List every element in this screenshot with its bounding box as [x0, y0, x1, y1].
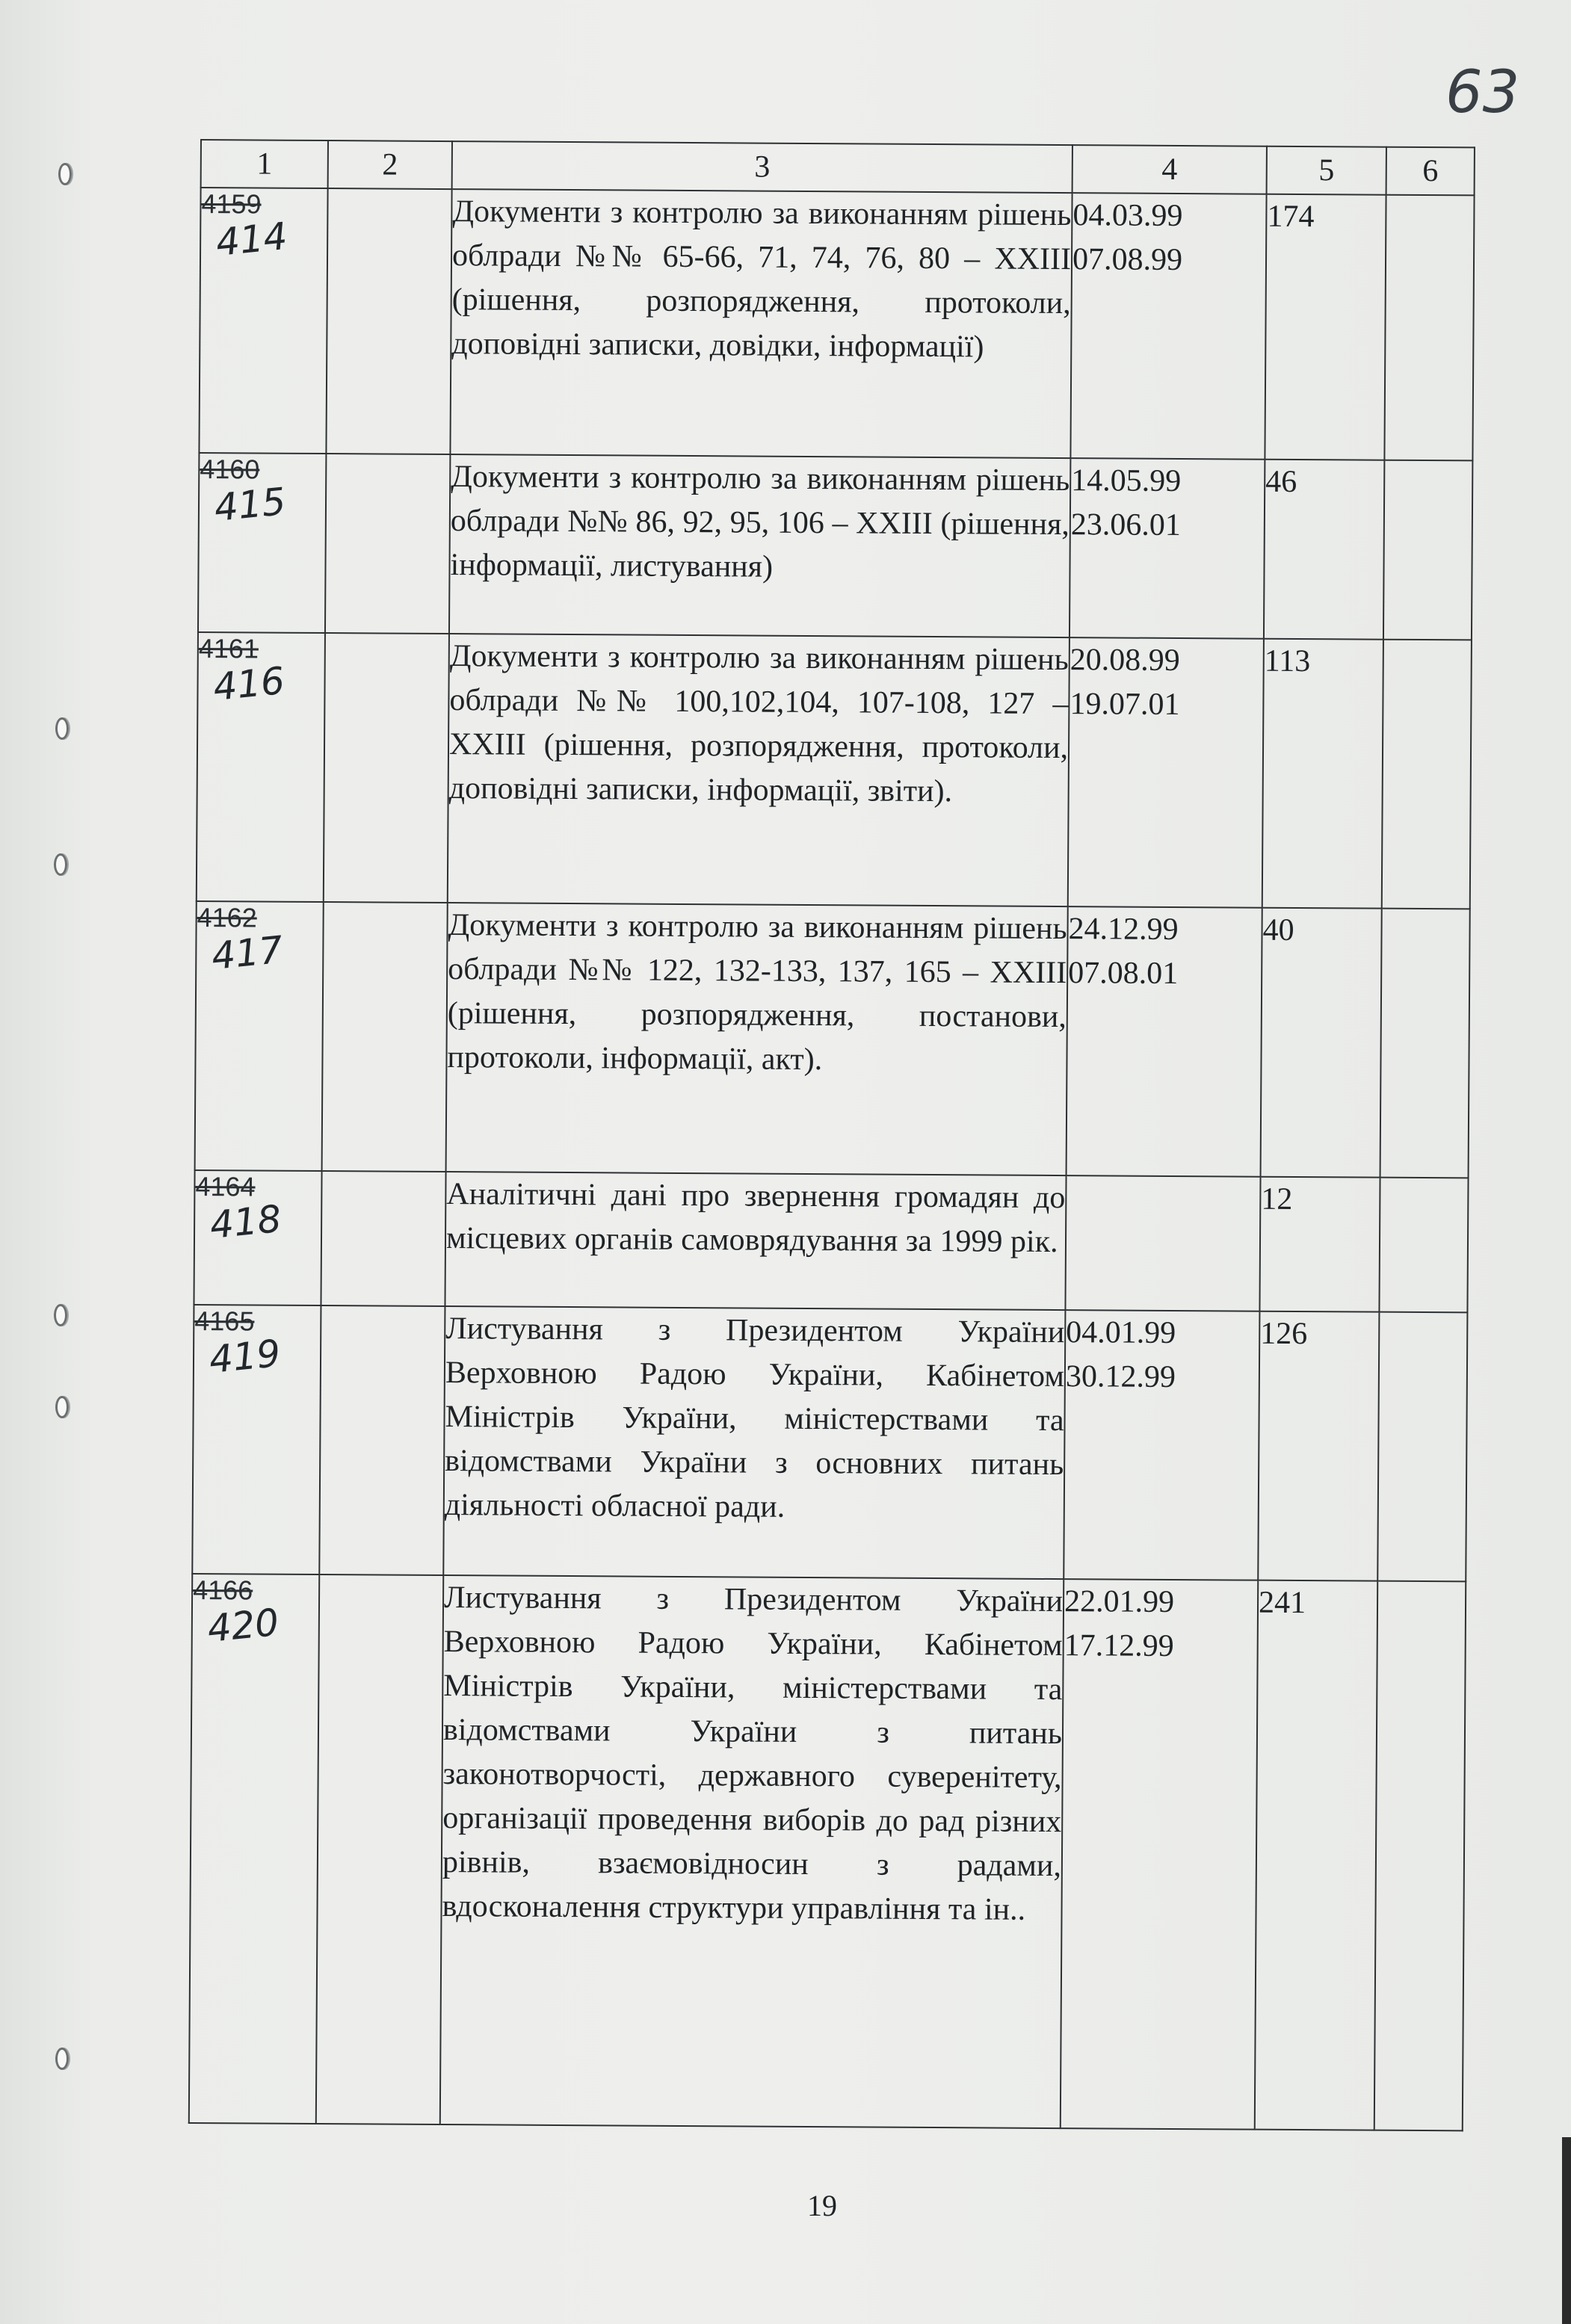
scanner-edge-strip	[1562, 2137, 1571, 2324]
binding-hole	[58, 163, 72, 185]
dates-cell	[1065, 1175, 1260, 1311]
column-6-cell	[1383, 460, 1472, 640]
column-2-cell	[325, 454, 450, 634]
new-case-number: 414	[214, 214, 289, 265]
column-6-cell	[1374, 1581, 1466, 2131]
new-case-number: 416	[211, 658, 287, 709]
dates-cell	[1064, 1310, 1259, 1580]
column-header-2: 2	[328, 140, 452, 189]
date-end: 23.06.01	[1070, 507, 1182, 543]
column-2-cell	[316, 1574, 443, 2124]
binding-hole	[55, 1396, 69, 1418]
binding-hole	[54, 853, 67, 876]
new-case-number: 415	[212, 479, 288, 530]
sheets-count-cell: 46	[1264, 460, 1384, 640]
table-row	[194, 1170, 1468, 1312]
case-number-cell	[189, 1574, 319, 2124]
old-case-number: 4160	[200, 454, 260, 485]
case-number-cell	[198, 453, 326, 633]
date-start: 04.03.99	[1072, 198, 1183, 234]
archive-register-table	[188, 139, 1475, 2131]
column-header-3: 3	[452, 141, 1072, 193]
description-cell: Документи з контролю за виконанням рішень облради №№ 122, 132-133, 137, 165 – XXIII (рішення, розпорядження, постанови, протоколи, інформації, акт).	[446, 903, 1068, 1175]
column-6-cell	[1384, 195, 1474, 461]
column-header-5: 5	[1267, 146, 1386, 195]
binding-hole	[55, 717, 69, 740]
dates-cell	[1070, 458, 1265, 639]
date-start: 14.05.99	[1071, 463, 1182, 499]
date-end: 30.12.99	[1065, 1359, 1176, 1395]
column-2-cell	[324, 633, 449, 903]
handwritten-sheet-number	[1442, 52, 1525, 135]
binding-hole	[54, 1304, 67, 1326]
old-case-number: 4162	[197, 901, 257, 933]
old-case-number: 4161	[198, 632, 259, 664]
sheets-count-cell: 113	[1262, 639, 1383, 909]
date-start: 04.01.99	[1066, 1315, 1176, 1351]
sheet-number-text: 63	[1445, 59, 1520, 126]
new-case-number: 419	[207, 1331, 283, 1382]
description-cell: Документи з контролю за виконанням рішень облради №№ 100,102,104, 107-108, 127 – XXIII (рішення, розпорядження, протоколи, доповідні записки, інформації, звіти).	[448, 634, 1070, 906]
column-header-4: 4	[1072, 145, 1267, 194]
dates-cell	[1067, 906, 1262, 1177]
case-number-cell	[197, 632, 325, 902]
date-start	[1067, 1176, 1260, 1178]
column-6-cell	[1380, 909, 1470, 1178]
date-end: 07.08.99	[1072, 242, 1183, 278]
case-number-cell	[192, 1305, 321, 1574]
new-case-number: 417	[209, 927, 286, 978]
date-end: 07.08.01	[1068, 956, 1179, 992]
column-2-cell	[326, 188, 451, 454]
date-end: 19.07.01	[1070, 687, 1180, 723]
old-case-number: 4164	[195, 1170, 256, 1202]
column-6-cell	[1382, 640, 1472, 909]
description-cell: Документи з контролю за виконанням рішень облради №№ 65-66, 71, 74, 76, 80 – XXIII (рішення, розпорядження, протоколи, доповідні записки, довідки, інформації)	[450, 189, 1072, 458]
sheets-count-cell: 174	[1265, 194, 1386, 460]
column-6-cell	[1377, 1312, 1467, 1582]
date-start: 20.08.99	[1070, 643, 1180, 679]
date-end	[1067, 1176, 1260, 1178]
sheets-count-cell: 12	[1259, 1177, 1380, 1312]
description-cell: Аналітичні дані про звернення громадян до місцевих органів самоврядування за 1999 рік.	[445, 1172, 1066, 1310]
column-2-cell	[322, 902, 448, 1172]
dates-cell	[1061, 1579, 1258, 2130]
table-row	[197, 632, 1472, 909]
binding-hole	[55, 2048, 69, 2070]
date-start: 22.01.99	[1064, 1584, 1175, 1619]
case-number-cell	[199, 188, 327, 454]
dates-cell	[1070, 193, 1266, 460]
case-number-cell	[195, 901, 324, 1171]
description-cell: Листування з Президентом України Верховною Радою України, Кабінетом Міністрів України, міністерствами та відомствами України з питань законотворчості, державного суверенітету, організації проведення виборів до рад різних рівнів, взаємовідносин з радами, вдосконалення структури управління та ін..	[440, 1575, 1064, 2128]
old-case-number: 4166	[193, 1574, 253, 1606]
description-cell: Документи з контролю за виконанням рішень облради №№ 86, 92, 95, 106 – XXIII (рішення, інформації, листування)	[449, 454, 1070, 637]
date-end: 17.12.99	[1064, 1628, 1174, 1663]
description-cell: Листування з Президентом України Верховною Радою України, Кабінетом Міністрів України, міністерствами та відомствами України з основних питань діяльності обласної ради.	[443, 1306, 1065, 1579]
column-header-6: 6	[1386, 147, 1475, 196]
table-row	[189, 1574, 1466, 2130]
case-number-cell	[194, 1170, 321, 1305]
old-case-number: 4159	[201, 188, 262, 220]
column-2-cell	[321, 1171, 445, 1306]
sheets-count-cell: 126	[1258, 1311, 1379, 1581]
column-header-1: 1	[201, 140, 328, 188]
new-case-number: 420	[205, 1600, 281, 1651]
page-number: 19	[807, 2189, 837, 2222]
new-case-number: 418	[208, 1196, 283, 1247]
column-2-cell	[319, 1305, 445, 1575]
column-6-cell	[1379, 1178, 1468, 1313]
table-row	[199, 188, 1474, 460]
dates-cell	[1068, 637, 1264, 908]
sheets-count-cell: 241	[1255, 1580, 1377, 2130]
sheets-count-cell: 40	[1261, 908, 1382, 1178]
table-row	[195, 901, 1470, 1178]
date-start: 24.12.99	[1068, 912, 1179, 948]
old-case-number: 4165	[194, 1305, 255, 1337]
table-row	[192, 1305, 1467, 1581]
table-header-row	[201, 140, 1475, 195]
table-row	[198, 453, 1472, 640]
